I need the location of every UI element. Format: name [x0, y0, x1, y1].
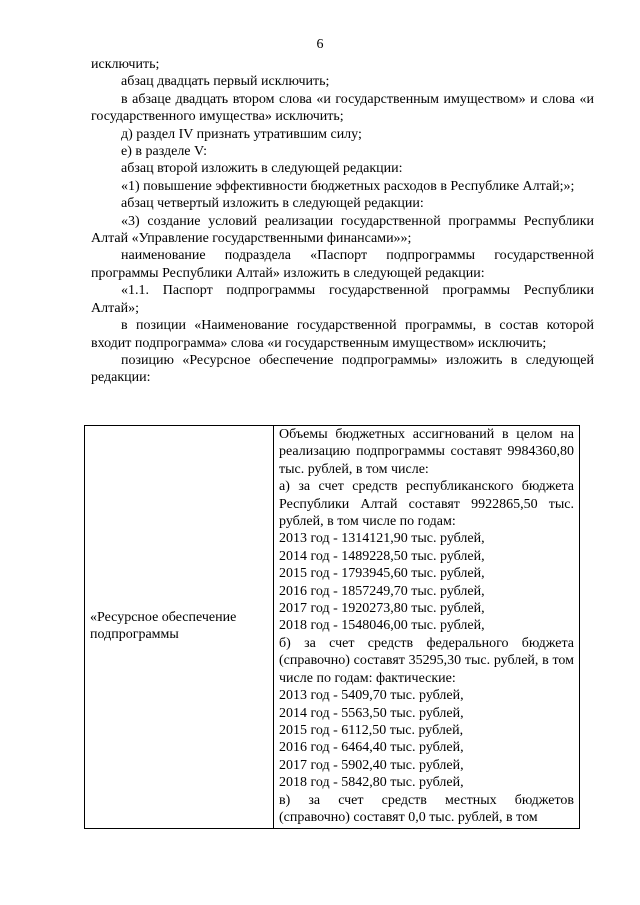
table-line: 2013 год - 5409,70 тыс. рублей,: [279, 688, 464, 704]
paragraph: «3) создание условий реализации государственной программы Республики Алтай «Управление государственными финансами»»;: [91, 213, 594, 247]
table-line: 2014 год - 1489228,50 тыс. рублей,: [279, 548, 485, 564]
table-line: а) за счет средств республиканского бюджета Республики Алтай составят 9922865,50 тыс. рублей, в том числе по годам:: [279, 479, 574, 530]
paragraph: е) в разделе V:: [121, 144, 207, 160]
table-line: 2016 год - 1857249,70 тыс. рублей,: [279, 583, 485, 599]
table-line: 2015 год - 1793945,60 тыс. рублей,: [279, 566, 485, 582]
paragraph: абзац двадцать первый исключить;: [121, 74, 330, 90]
paragraph: в позиции «Наименование государственной программы, в состав которой входит подпрограмма» слова «и государственным имуществом» исключить;: [91, 318, 594, 351]
paragraph: «1.1. Паспорт подпрограммы государственной программы Республики Алтай»;: [91, 283, 594, 316]
paragraph: абзац второй изложить в следующей редакции:: [121, 161, 403, 177]
table-line: 2016 год - 6464,40 тыс. рублей,: [279, 740, 464, 756]
table-row: [85, 426, 580, 829]
table-content-cell: [274, 426, 580, 829]
table-line: Объемы бюджетных ассигнований в целом на реализацию подпрограммы составят 9984360,80 тыс. рублей, в том числе:: [279, 427, 574, 477]
paragraph: позицию «Ресурсное обеспечение подпрограммы» изложить в следующей редакции:: [91, 352, 594, 386]
table-line: 2015 год - 6112,50 тыс. рублей,: [279, 722, 464, 738]
paragraph: исключить;: [91, 57, 160, 72]
table-line: в) за счет средств местных бюджетов (справочно) составят 0,0 тыс. рублей, в том: [279, 792, 574, 825]
paragraph: «1) повышение эффективности бюджетных расходов в Республике Алтай;»;: [121, 178, 575, 194]
paragraph: наименование подраздела «Паспорт подпрограммы государственной программы Республики Алтай» изложить в следующей редакции:: [91, 248, 594, 281]
table-line: 2017 год - 5902,40 тыс. рублей,: [279, 757, 464, 773]
table-line: 2017 год - 1920273,80 тыс. рублей,: [279, 601, 485, 617]
table-line: 2018 год - 1548046,00 тыс. рублей,: [279, 618, 485, 634]
table-line: 2013 год - 1314121,90 тыс. рублей,: [279, 531, 485, 547]
paragraph: д) раздел IV признать утратившим силу;: [121, 126, 362, 142]
page-number: 6: [316, 37, 324, 52]
table-line: 2014 год - 5563,50 тыс. рублей,: [279, 705, 464, 721]
body-text: [91, 56, 594, 387]
table-label-cell: «Ресурсное обеспечение подпрограммы: [85, 426, 274, 829]
paragraph: в абзаце двадцать втором слова «и государственным имуществом» и слова «и государственного имущества» исключить;: [91, 91, 594, 125]
table-line: б) за счет средств федерального бюджета (справочно) составят 35295,30 тыс. рублей, в том числе по годам: фактические:: [279, 635, 574, 686]
paragraph: абзац четвертый изложить в следующей редакции:: [121, 196, 424, 212]
resource-provision-table: [84, 425, 580, 829]
table-line: 2018 год - 5842,80 тыс. рублей,: [279, 775, 464, 791]
